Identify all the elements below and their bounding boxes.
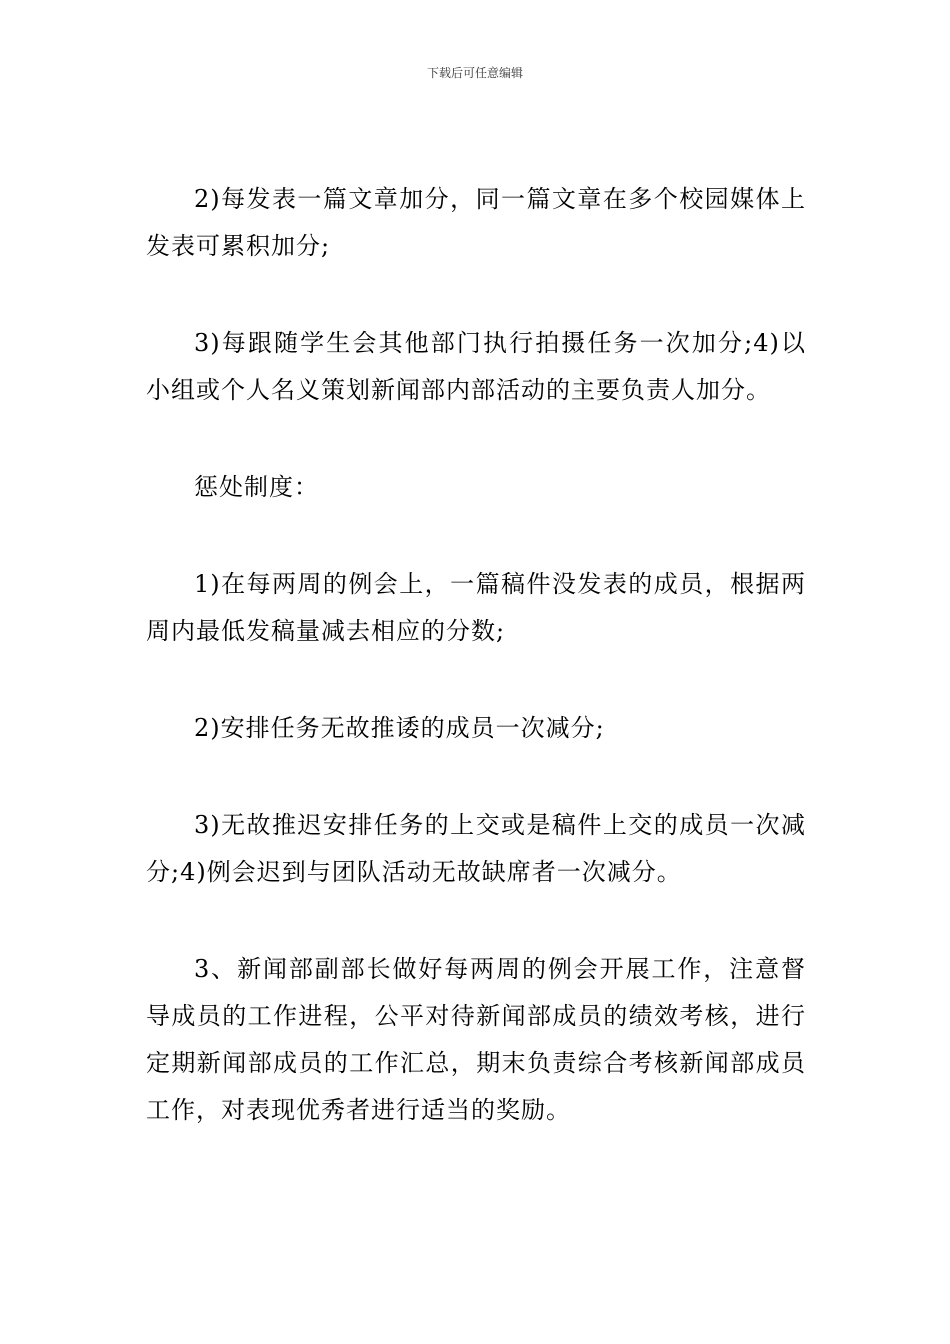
paragraph-photo-task-bonus: 3)每跟随学生会其他部门执行拍摄任务一次加分;4)以小组或个人名义策划新闻部内部活动的主要负责人加分。 [146, 329, 806, 404]
paragraph-penalty-no-article: 1)在每两周的例会上，一篇稿件没发表的成员，根据两周内最低发稿量减去相应的分数; [146, 570, 806, 645]
paragraph-penalty-late: 3)无故推迟安排任务的上交或是稿件上交的成员一次减分;4)例会迟到与团队活动无故缺席者一次减分。 [146, 811, 806, 886]
document-body [146, 176, 806, 1184]
paragraph-article-bonus: 2)每发表一篇文章加分，同一篇文章在多个校园媒体上发表可累积加分; [146, 185, 806, 260]
page-header: 下载后可任意编辑 [426, 66, 523, 80]
paragraph-vice-minister-duties: 3、新闻部副部长做好每两周的例会开展工作，注意督导成员的工作进程，公平对待新闻部成员的绩效考核，进行定期新闻部成员的工作汇总，期末负责综合考核新闻部成员工作，对表现优秀者进行适当的奖励。 [146, 955, 806, 1124]
paragraph-penalty-refuse-task: 2)安排任务无故推诿的成员一次减分; [194, 714, 605, 742]
paragraph-penalty-heading: 惩处制度： [194, 473, 319, 501]
